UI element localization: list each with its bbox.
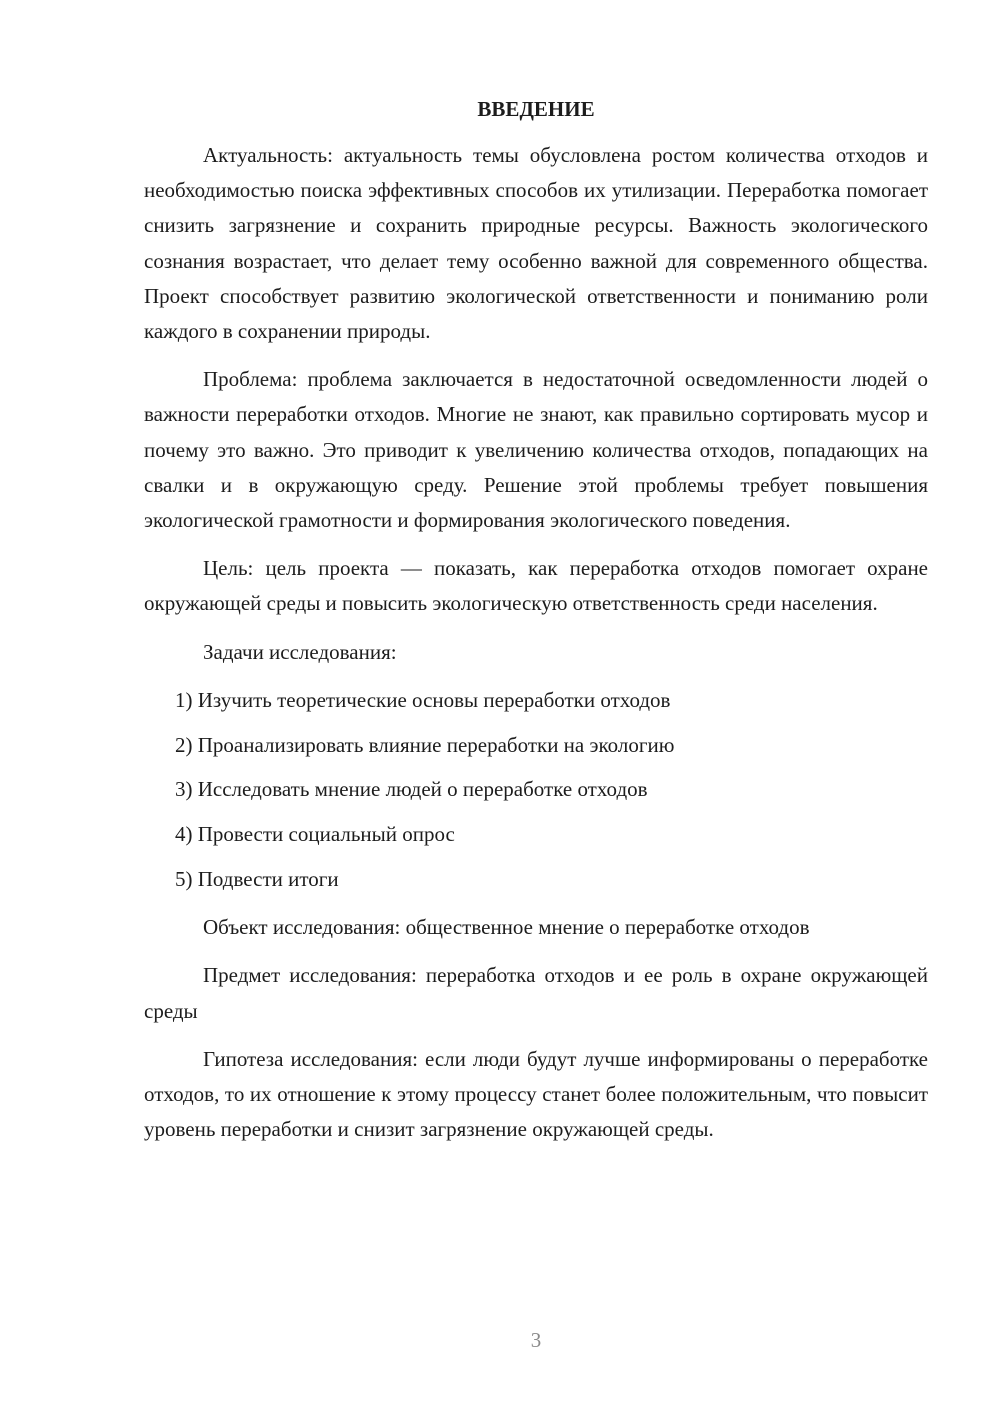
object-paragraph: Объект исследования: общественное мнение о переработке отходов xyxy=(203,915,810,940)
tasks-list xyxy=(144,683,928,897)
problem-paragraph: Проблема: проблема заключается в недостаточной осведомленности людей о важности переработки отходов. Многие не знают, как правильно сортировать мусор и почему это важно. Это приводит к увеличению количества отходов, попадающих на свалки и в окружающую среду. Решение этой проблемы требует повышения экологической грамотности и формирования экологического поведения. xyxy=(144,367,928,533)
tasks-title: Задачи исследования: xyxy=(203,639,397,664)
list-item: 5) Подвести итоги xyxy=(175,867,339,892)
relevance-paragraph: Актуальность: актуальность темы обусловлена ростом количества отходов и необходимостью поиска эффективных способов их утилизации. Переработка помогает снизить загрязнение и сохранить природные ресурсы. Важность экологического сознания возрастает, что делает тему особенно важной для современного общества. Проект способствует развитию экологической ответственности и пониманию роли каждого в сохранении природы. xyxy=(144,143,928,344)
list-item: 3) Исследовать мнение людей о переработке отходов xyxy=(175,777,648,802)
document-page xyxy=(144,94,928,1160)
subject-paragraph: Предмет исследования: переработка отходов и ее роль в охране окружающей среды xyxy=(144,963,928,1023)
page-number: 3 xyxy=(530,1328,542,1352)
hypothesis-paragraph: Гипотеза исследования: если люди будут лучше информированы о переработке отходов, то их отношение к этому процессу станет более положительным, что повысит уровень переработки и снизит загрязнение окружающей среды. xyxy=(144,1046,928,1142)
list-item: 4) Провести социальный опрос xyxy=(175,822,455,847)
list-item: 1) Изучить теоретические основы переработки отходов xyxy=(175,687,671,712)
section-heading: ВВЕДЕНИЕ xyxy=(477,97,595,121)
list-item: 2) Проанализировать влияние переработки на экологию xyxy=(175,732,675,757)
goal-paragraph: Цель: цель проекта — показать, как переработка отходов помогает охране окружающей среды и повысить экологическую ответственность среди населения. xyxy=(144,556,928,616)
